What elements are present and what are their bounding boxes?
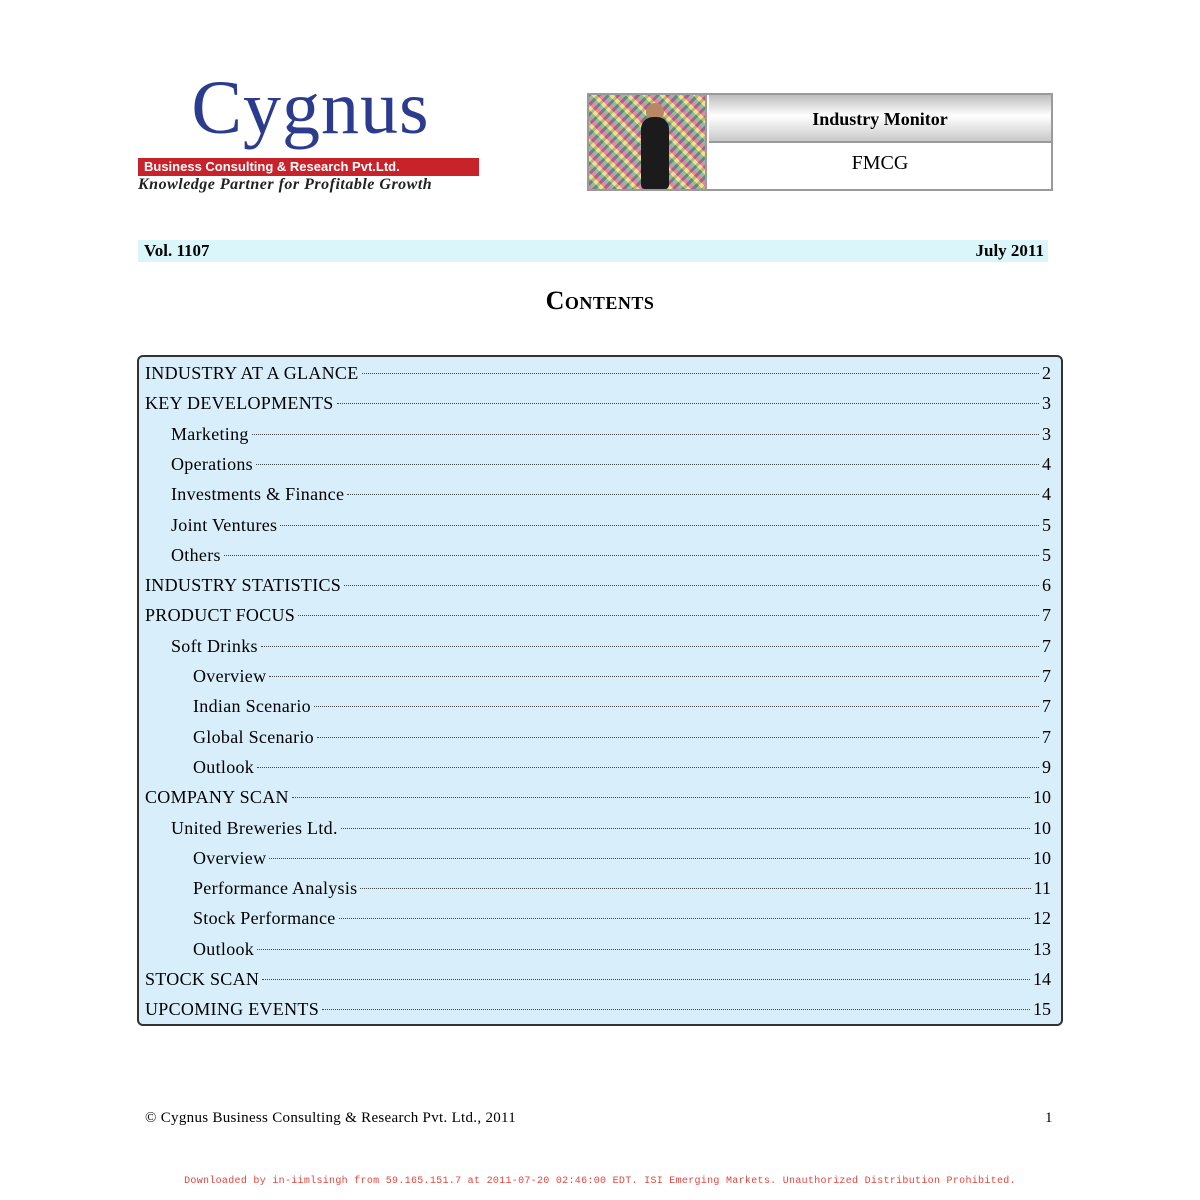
page-title: Contents [545, 286, 655, 315]
toc-entry-label: KEY DEVELOPMENTS [145, 393, 334, 414]
toc-leader-dots [344, 585, 1039, 586]
toc-entry-page: 6 [1042, 575, 1051, 596]
toc-entry[interactable] [145, 693, 1051, 719]
toc-leader-dots [252, 434, 1039, 435]
volume-date: July 2011 [975, 241, 1044, 260]
toc-entry-page: 7 [1042, 635, 1051, 656]
footer-page-number: 1 [1045, 1110, 1053, 1126]
toc-entry-page: 3 [1042, 393, 1051, 414]
logo-company-band: Business Consulting & Research Pvt.Ltd. [138, 158, 479, 176]
toc-leader-dots [347, 494, 1039, 495]
toc-entry-page: 12 [1033, 908, 1051, 929]
volume-label: Vol. 1107 [144, 241, 210, 260]
toc-entry[interactable] [145, 754, 1051, 780]
toc-entry-label: Outlook [193, 756, 255, 777]
toc-entry[interactable] [145, 724, 1051, 750]
toc-entry-page: 10 [1033, 847, 1051, 868]
toc-entry-page: 3 [1042, 423, 1051, 444]
table-of-contents [137, 355, 1063, 1026]
toc-leader-dots [314, 706, 1039, 707]
volume-strip [138, 240, 1048, 262]
toc-entry-label: United Breweries Ltd. [171, 817, 338, 838]
toc-entry-label: INDUSTRY AT A GLANCE [145, 363, 359, 383]
toc-leader-dots [339, 918, 1030, 919]
toc-leader-dots [337, 403, 1039, 404]
toc-entry[interactable] [145, 845, 1051, 871]
toc-entry-label: Overview [193, 847, 267, 868]
toc-entry-label: Outlook [193, 938, 255, 959]
toc-entry-page: 5 [1042, 514, 1051, 535]
toc-entry[interactable] [145, 360, 1051, 386]
toc-entry-label: UPCOMING EVENTS [145, 999, 320, 1020]
toc-entry-label: STOCK SCAN [145, 969, 260, 989]
toc-entry[interactable] [145, 602, 1051, 628]
toc-entry-page: 10 [1033, 787, 1051, 808]
toc-entry-page: 7 [1042, 696, 1051, 717]
toc-entry-label: Operations [171, 453, 253, 474]
toc-entry-label: Stock Performance [193, 908, 336, 929]
toc-entry[interactable] [145, 936, 1051, 962]
toc-leader-dots [362, 373, 1039, 374]
logo-wordmark: Cygnus [191, 66, 430, 150]
toc-leader-dots [322, 1009, 1030, 1010]
toc-entry[interactable] [145, 633, 1051, 659]
toc-entry-page: 4 [1042, 484, 1051, 505]
toc-entry-label: Indian Scenario [193, 696, 311, 717]
toc-entry-label: Overview [193, 666, 267, 686]
toc-entry-page: 15 [1033, 999, 1051, 1020]
toc-entry[interactable] [145, 663, 1051, 689]
toc-entry[interactable] [145, 905, 1051, 931]
toc-entry-page: 2 [1042, 363, 1051, 383]
toc-entry-page: 14 [1033, 969, 1051, 989]
cygnus-logo [138, 66, 483, 198]
toc-entry-label: Performance Analysis [193, 878, 358, 899]
toc-leader-dots [292, 797, 1030, 798]
toc-entry[interactable] [145, 966, 1051, 992]
toc-entry[interactable] [145, 784, 1051, 810]
toc-entry[interactable] [145, 572, 1051, 598]
toc-leader-dots [317, 737, 1039, 738]
toc-entry[interactable] [145, 512, 1051, 538]
toc-entry-page: 9 [1042, 756, 1051, 777]
toc-entry[interactable] [145, 481, 1051, 507]
toc-entry-label: COMPANY SCAN [145, 787, 289, 808]
toc-entry-label: INDUSTRY STATISTICS [145, 575, 342, 596]
toc-entry-page: 11 [1033, 878, 1051, 899]
toc-entry-page: 13 [1033, 938, 1051, 959]
toc-entry[interactable] [145, 815, 1051, 841]
toc-leader-dots [261, 646, 1039, 647]
monitor-subtitle: FMCG [851, 152, 909, 174]
toc-entry-label: Investments & Finance [171, 484, 345, 505]
toc-entry[interactable] [145, 390, 1051, 416]
toc-leader-dots [341, 828, 1030, 829]
toc-entry[interactable] [145, 451, 1051, 477]
toc-entry-page: 7 [1042, 605, 1051, 626]
shopper-photo-icon [589, 95, 707, 189]
toc-leader-dots [257, 767, 1039, 768]
industry-monitor-box [587, 93, 1053, 191]
toc-entry[interactable] [145, 421, 1051, 447]
toc-entry[interactable] [145, 542, 1051, 568]
toc-entry-label: PRODUCT FOCUS [145, 605, 296, 626]
toc-leader-dots [298, 615, 1039, 616]
logo-tagline: Knowledge Partner for Profitable Growth [138, 176, 433, 193]
toc-entry-page: 7 [1042, 666, 1051, 686]
toc-entry-page: 4 [1042, 453, 1051, 474]
toc-entry-label: Soft Drinks [171, 635, 258, 656]
toc-leader-dots [280, 525, 1039, 526]
monitor-title: Industry Monitor [709, 95, 1051, 143]
toc-entry[interactable] [145, 875, 1051, 901]
footer-copyright: © Cygnus Business Consulting & Research Pvt. Ltd., 2011 [145, 1110, 517, 1126]
toc-leader-dots [269, 676, 1039, 677]
toc-entry[interactable] [145, 996, 1051, 1022]
toc-entry-label: Marketing [171, 423, 249, 444]
toc-entry-label: Global Scenario [193, 726, 314, 747]
toc-entry-page: 7 [1042, 726, 1051, 747]
toc-leader-dots [360, 888, 1030, 889]
toc-leader-dots [262, 979, 1030, 980]
download-watermark: Downloaded by in-iimlsingh from 59.165.151.7 at 2011-07-20 02:46:00 EDT. ISI Emerging Markets. Unauthorized Distribution Prohibited. [184, 1176, 1016, 1187]
toc-entry-label: Others [171, 544, 221, 565]
toc-entry-page: 5 [1042, 544, 1051, 565]
toc-leader-dots [224, 555, 1039, 556]
toc-leader-dots [256, 464, 1039, 465]
toc-entry-page: 10 [1033, 817, 1051, 838]
toc-entry-label: Joint Ventures [171, 514, 278, 535]
toc-leader-dots [269, 858, 1030, 859]
toc-leader-dots [257, 949, 1030, 950]
